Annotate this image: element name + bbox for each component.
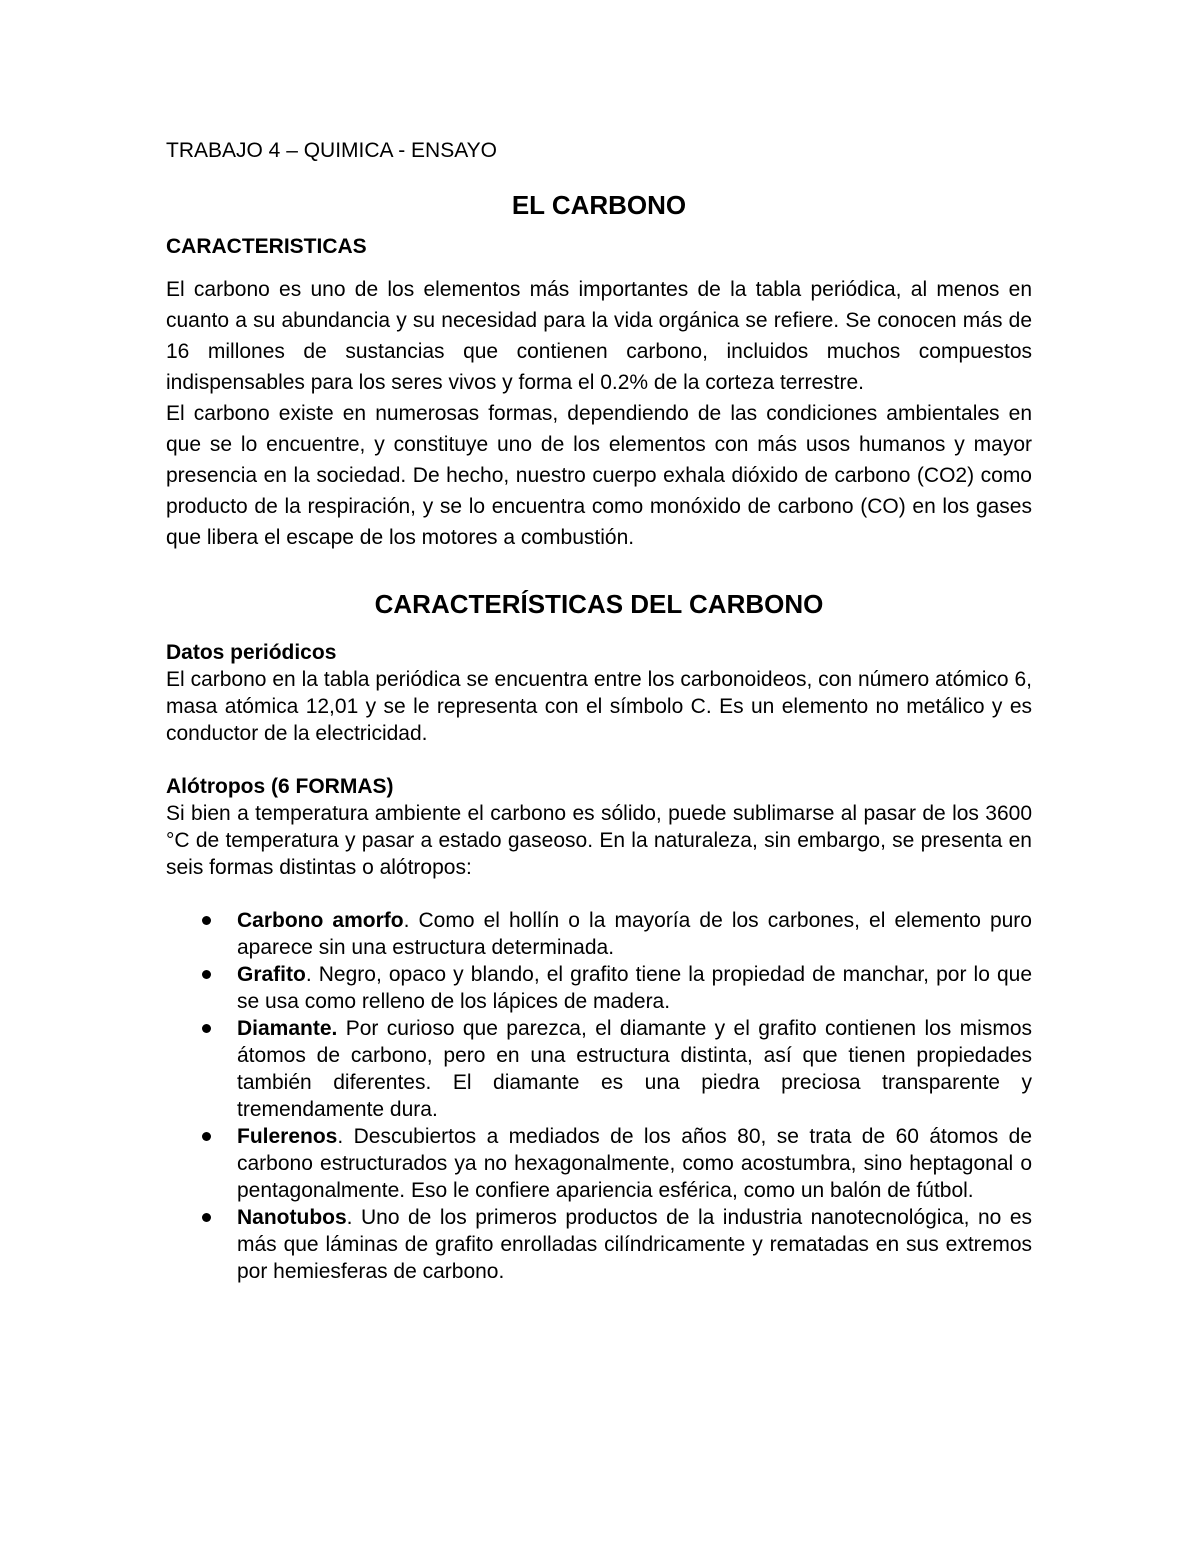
bullet-icon <box>202 970 211 979</box>
bullet-icon <box>202 1132 211 1141</box>
document-body <box>166 136 1032 1285</box>
allotrope-term: Fulerenos <box>237 1125 338 1148</box>
assignment-header: TRABAJO 4 – QUIMICA - ENSAYO <box>166 139 498 162</box>
allotrope-term: Grafito <box>237 963 306 986</box>
list-item <box>166 1015 1032 1123</box>
allotrope-term: Nanotubos <box>237 1206 347 1229</box>
allotropes-paragraph: Si bien a temperatura ambiente el carbono es sólido, puede sublimarse al pasar de los 3600 °C de temperatura y pasar a estado gaseoso. En la naturaleza, sin embargo, se presenta en seis formas distintas o alótropos: <box>166 802 1032 879</box>
list-item <box>166 1123 1032 1204</box>
bullet-icon <box>202 1213 211 1222</box>
allotropes-heading: Alótropos (6 FORMAS) <box>166 775 394 798</box>
characteristics-heading: CARACTERISTICAS <box>166 235 367 258</box>
allotrope-description: . Negro, opaco y blando, el grafito tiene la propiedad de manchar, por lo que se usa como relleno de los lápices de madera. <box>237 963 1032 1013</box>
spacer <box>166 747 1032 773</box>
allotrope-term: Diamante. <box>237 1017 338 1040</box>
allotrope-term: Carbono amorfo <box>237 909 404 932</box>
bullet-icon <box>202 916 211 925</box>
allotrope-description: . Uno de los primeros productos de la industria nanotecnológica, no es más que láminas de grafito enrolladas cilíndricamente y rematadas en sus extremos por hemiesferas de carbono. <box>237 1206 1032 1283</box>
periodic-data-heading: Datos periódicos <box>166 641 337 664</box>
allotropes-list <box>166 907 1032 1285</box>
allotrope-description: . Como el hollín o la mayoría de los carbones, el elemento puro aparece sin una estructura determinada. <box>237 909 1032 959</box>
section-title-characteristics: CARACTERÍSTICAS DEL CARBONO <box>374 589 824 619</box>
list-item <box>166 961 1032 1015</box>
document-title: EL CARBONO <box>511 190 687 220</box>
allotrope-description: Por curioso que parezca, el diamante y el grafito contienen los mismos átomos de carbono, pero en una estructura distinta, así que tienen propiedades también diferentes. El diamante es una piedra preciosa transparente y tremendamente dura. <box>237 1017 1032 1121</box>
intro-paragraph-1: El carbono es uno de los elementos más importantes de la tabla periódica, al menos en cuanto a su abundancia y su necesidad para la vida orgánica se refiere. Se conocen más de 16 millones de sustancias que contienen carbono, incluidos muchos compuestos indispensables para los seres vivos y forma el 0.2% de la corteza terrestre. <box>166 278 1032 394</box>
periodic-data-paragraph: El carbono en la tabla periódica se encuentra entre los carbonoideos, con número atómico 6, masa atómica 12,01 y se le representa con el símbolo C. Es un elemento no metálico y es conductor de la electricidad. <box>166 668 1032 745</box>
list-item <box>166 1204 1032 1285</box>
intro-paragraph-2: El carbono existe en numerosas formas, dependiendo de las condiciones ambientales en que se lo encuentre, y constituye uno de los elementos con más usos humanos y mayor presencia en la sociedad. De hecho, nuestro cuerpo exhala dióxido de carbono (CO2) como producto de la respiración, y se lo encuentra como monóxido de carbono (CO) en los gases que libera el escape de los motores a combustión. <box>166 402 1032 549</box>
allotrope-description: . Descubiertos a mediados de los años 80, se trata de 60 átomos de carbono estructurados ya no hexagonalmente, como acostumbra, sino heptagonal o pentagonalmente. Eso le confiere apariencia esférica, como un balón de fútbol. <box>237 1125 1032 1202</box>
list-item <box>166 907 1032 961</box>
bullet-icon <box>202 1024 211 1033</box>
